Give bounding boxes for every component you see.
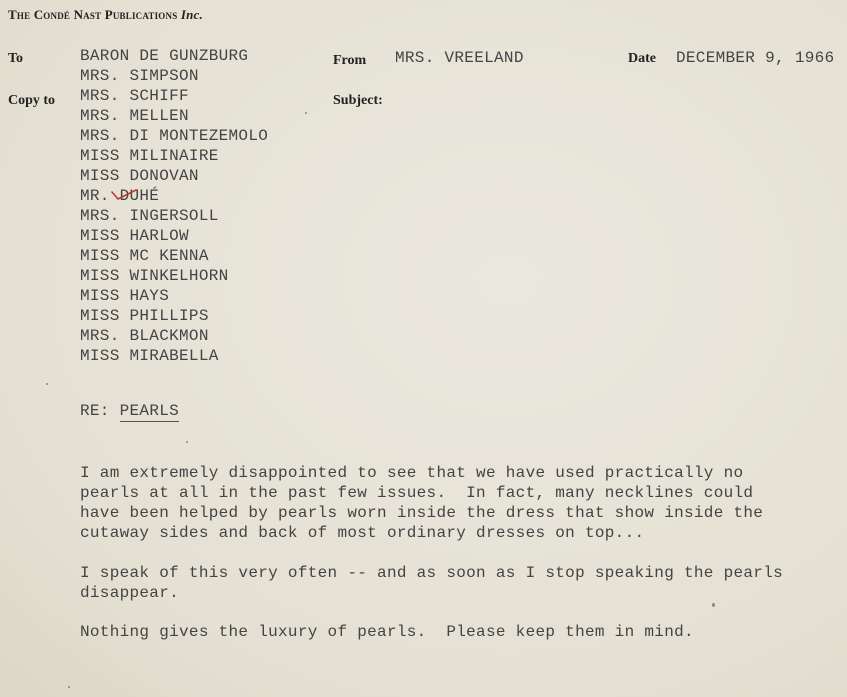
body-paragraph: I am extremely disappointed to see that we have used practically no pearls at all in the past few issues. In fact, many necklines could have been helped by pearls worn inside the dress that show inside the cutaway sides and back of most ordinary dresses on top... xyxy=(80,464,764,542)
recipient: MISS WINKELHORN xyxy=(80,267,229,285)
recipient: MISS MC KENNA xyxy=(80,247,209,265)
recipient: BARON DE GUNZBURG xyxy=(80,47,249,65)
from-label: From xyxy=(333,53,367,68)
re-subject: PEARLS xyxy=(119,402,180,420)
copy-to-label: Copy to xyxy=(8,93,56,108)
paper-speck xyxy=(46,383,48,385)
letterhead-company: The Condé Nast Publications xyxy=(8,7,178,22)
body-paragraph: Nothing gives the luxury of pearls. Please keep them in mind. xyxy=(80,623,694,641)
red-check-mark-icon xyxy=(111,187,137,201)
recipient: MISS DONOVAN xyxy=(80,167,199,185)
recipient: MISS MIRABELLA xyxy=(80,347,219,365)
recipient: MRS. SIMPSON xyxy=(80,67,199,85)
letterhead-inc: Inc. xyxy=(180,7,203,22)
re-line xyxy=(80,402,179,420)
recipient: MISS HARLOW xyxy=(80,227,189,245)
recipient: MRS. SCHIFF xyxy=(80,87,189,105)
paper-speck xyxy=(305,112,307,114)
subject-label: Subject: xyxy=(333,93,383,108)
recipient: MRS. BLACKMON xyxy=(80,327,209,345)
paper-speck xyxy=(712,603,715,607)
recipient: MR. DUHÉ xyxy=(80,187,160,205)
body-paragraph: I speak of this very often -- and as soon as I stop speaking the pearls disappear. xyxy=(80,564,784,602)
letterhead xyxy=(8,7,203,23)
recipient: MISS HAYS xyxy=(80,287,170,305)
from-value: MRS. VREELAND xyxy=(395,49,524,67)
recipient: MRS. INGERSOLL xyxy=(80,207,219,225)
recipient: MISS MILINAIRE xyxy=(80,147,219,165)
paper-speck xyxy=(68,686,70,688)
recipient: MRS. MELLEN xyxy=(80,107,189,125)
re-prefix: RE: xyxy=(80,402,120,420)
paper-speck xyxy=(186,441,188,443)
recipient-list xyxy=(80,46,268,366)
recipient: MISS PHILLIPS xyxy=(80,307,209,325)
date-value: DECEMBER 9, 1966 xyxy=(676,49,835,67)
to-label: To xyxy=(8,51,24,66)
date-label: Date xyxy=(628,51,656,66)
recipient: MRS. DI MONTEZEMOLO xyxy=(80,127,269,145)
